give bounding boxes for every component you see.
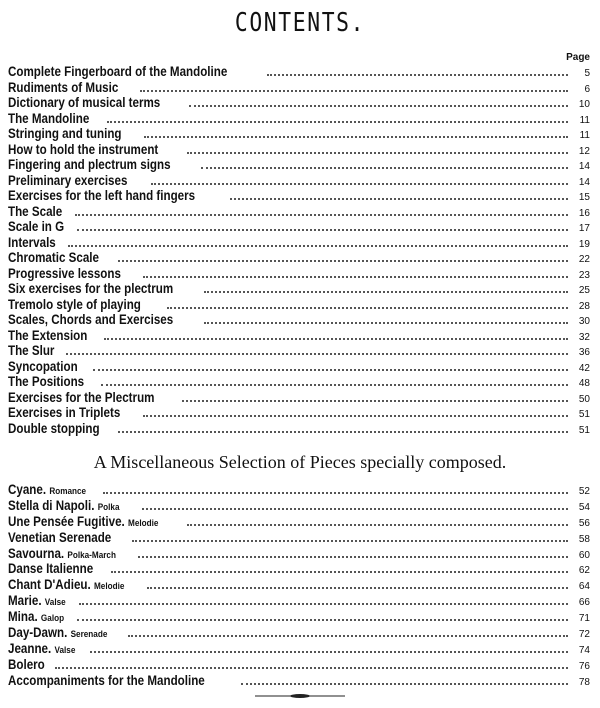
entry-name: Accompaniments for the Mandoline (8, 672, 205, 688)
entry-title (8, 312, 173, 328)
entry-name: Progressive lessons (8, 265, 121, 281)
entry-title (8, 530, 111, 546)
entry-title: Savourna. Polka-March (8, 545, 116, 561)
leader-dots (66, 352, 568, 355)
entry-page-number: 51 (578, 424, 590, 436)
entry-title (8, 219, 64, 235)
pieces-list (8, 482, 590, 689)
entry-page-number: 28 (578, 300, 590, 312)
toc-entry (8, 514, 590, 530)
entry-name: Preliminary exercises (8, 172, 128, 188)
toc-entry (8, 343, 590, 359)
leader-dots (55, 666, 568, 669)
leader-dots (132, 539, 568, 542)
entry-genre: Polka (97, 501, 120, 513)
leader-dots (151, 182, 568, 185)
toc-entry (8, 625, 590, 641)
toc-entry (8, 235, 590, 251)
toc-entry (8, 482, 590, 498)
leader-dots (101, 383, 568, 386)
entry-page-number: 74 (578, 644, 590, 656)
toc-entry (8, 405, 590, 421)
leader-dots (103, 491, 568, 494)
leader-dots (187, 151, 568, 154)
entry-title (8, 421, 100, 437)
toc-entry (8, 80, 590, 96)
leader-dots (90, 650, 568, 653)
entry-name: Exercises for the left hand fingers (8, 188, 196, 203)
entry-name: Double stopping (8, 420, 100, 436)
leader-dots (201, 166, 568, 169)
entry-title (8, 297, 141, 313)
toc-entry (8, 374, 590, 390)
entry-page-number: 17 (578, 223, 590, 234)
leader-dots (143, 414, 568, 417)
toc-entry (8, 673, 590, 689)
entry-name: Marie (8, 593, 39, 609)
leader-dots (118, 259, 568, 262)
leader-dots (140, 89, 568, 92)
toc-entry (8, 609, 590, 625)
entry-name: Chant D'Adieu (8, 577, 88, 593)
toc-entry (8, 577, 590, 593)
leader-dots (104, 337, 568, 340)
entry-page-number: 10 (578, 99, 590, 110)
entry-page-number: 5 (584, 68, 590, 79)
entry-title (8, 204, 62, 220)
entry-genre: Melodie (93, 581, 125, 593)
toc-entry (8, 657, 590, 673)
entry-page-number: 51 (578, 409, 590, 420)
entry-title: Mina. Galop (8, 609, 65, 625)
entry-title (8, 173, 127, 189)
entry-title: Jeanne. Valse (8, 640, 76, 656)
entry-page-number: 76 (578, 660, 590, 672)
leader-dots (167, 306, 568, 309)
entry-page-number: 23 (578, 269, 590, 281)
entry-title (8, 235, 56, 251)
entry-page-number: 19 (578, 238, 590, 250)
entry-title (8, 561, 93, 577)
page-title: CONTENTS. (234, 8, 366, 38)
entry-page-number: 6 (584, 83, 590, 95)
entry-title (8, 343, 54, 359)
entry-name: Exercises in Triplets (8, 405, 121, 420)
entry-page-number: 66 (578, 597, 590, 609)
entry-title: Stella di Napoli. Polka (8, 497, 120, 513)
entry-title (8, 188, 195, 204)
entry-title (8, 111, 89, 127)
leader-dots (142, 507, 568, 510)
entry-name: Chromatic Scale (8, 250, 99, 265)
entry-title (8, 250, 99, 266)
entry-name: Danse Italienne (8, 561, 94, 577)
entry-name: Six exercises for the plectrum (8, 281, 174, 296)
entry-name: Day-Dawn (8, 625, 65, 641)
entry-genre: Melodie (128, 517, 159, 529)
leader-dots (144, 135, 568, 138)
leader-dots (77, 228, 568, 231)
contents-list (8, 64, 590, 436)
entry-name: Bolero (8, 656, 45, 672)
entry-name: Une Pensée Fugitive (8, 513, 122, 529)
toc-entry (8, 593, 590, 609)
entry-name: Savourna (8, 545, 61, 561)
entry-page-number: 11 (579, 114, 590, 126)
leader-dots (204, 321, 568, 324)
entry-title (8, 157, 171, 173)
entry-name: Dictionary of musical terms (8, 95, 161, 110)
entry-page-number: 62 (578, 565, 590, 577)
toc-entry (8, 250, 590, 266)
entry-title (8, 673, 205, 689)
leader-dots (93, 368, 568, 371)
entry-genre: Polka-March (67, 549, 116, 561)
entry-name: Jeanne (8, 640, 49, 656)
entry-name: Cyane (8, 482, 43, 497)
entry-page-number: 14 (578, 176, 590, 188)
toc-entry (8, 561, 590, 577)
entry-name: The Mandoline (8, 110, 90, 126)
toc-entry (8, 641, 590, 657)
entry-name: The Extension (8, 327, 88, 343)
leader-dots (111, 570, 568, 573)
entry-genre: Galop (40, 613, 65, 625)
entry-page-number: 71 (578, 613, 590, 625)
entry-page-number: 22 (578, 254, 590, 265)
entry-page-number: 58 (578, 533, 590, 545)
leader-dots (138, 555, 568, 558)
entry-name: Rudiments of Music (8, 79, 119, 95)
entry-title (8, 657, 45, 673)
toc-entry (8, 126, 590, 142)
entry-title (8, 64, 227, 80)
toc-entry (8, 204, 590, 220)
toc-entry (8, 111, 590, 127)
entry-name: Stringing and tuning (8, 126, 122, 141)
entry-title (8, 266, 121, 282)
entry-genre: Valse (44, 597, 66, 609)
entry-title: Cyane. Romance (8, 482, 87, 497)
leader-dots (118, 430, 568, 433)
leader-dots (77, 618, 568, 621)
entry-page-number: 36 (578, 347, 590, 358)
leader-dots (128, 634, 568, 637)
entry-page-number: 14 (578, 161, 590, 172)
section-subtitle: A Miscellaneous Selection of Pieces specially composed. (93, 452, 507, 472)
toc-entry (8, 498, 590, 514)
toc-entry (8, 421, 590, 437)
entry-title (8, 359, 78, 375)
leader-dots (107, 120, 569, 123)
entry-page-number: 54 (578, 501, 590, 513)
leader-dots (143, 275, 568, 278)
entry-title: Chant D'Adieu. Melodie (8, 577, 125, 593)
entry-page-number: 11 (579, 130, 590, 141)
toc-entry (8, 530, 590, 546)
entry-page-number: 12 (578, 145, 590, 157)
toc-entry (8, 359, 590, 375)
leader-dots (204, 290, 568, 293)
toc-entry (8, 64, 590, 80)
entry-name: Complete Fingerboard of the Mandoline (8, 64, 228, 79)
entry-name: Exercises for the Plectrum (8, 389, 155, 405)
entry-page-number: 78 (578, 676, 590, 688)
entry-name: The Positions (8, 374, 85, 389)
entry-title (8, 281, 173, 297)
entry-page-number: 52 (578, 486, 590, 497)
leader-dots (267, 73, 568, 76)
toc-entry (8, 546, 590, 562)
ornament-rule (255, 693, 345, 699)
toc-entry (8, 142, 590, 158)
entry-name: Tremolo style of playing (8, 296, 141, 312)
leader-dots (230, 197, 568, 200)
entry-page-number: 72 (578, 629, 590, 641)
toc-entry (8, 281, 590, 297)
leader-dots (68, 244, 568, 247)
entry-name: The Slur (8, 343, 55, 358)
entry-name: Intervals (8, 234, 56, 250)
entry-page-number: 60 (578, 549, 590, 561)
entry-title (8, 80, 118, 96)
entry-title (8, 328, 87, 344)
entry-page-number: 48 (578, 378, 590, 389)
entry-name: Fingering and plectrum signs (8, 157, 171, 172)
leader-dots (147, 586, 568, 589)
toc-entry (8, 297, 590, 313)
entry-title (8, 405, 120, 421)
entry-page-number: 56 (578, 517, 590, 529)
toc-entry (8, 328, 590, 344)
page-column-heading: Page (566, 52, 590, 63)
toc-entry (8, 266, 590, 282)
toc-entry (8, 188, 590, 204)
entry-page-number: 16 (578, 207, 590, 219)
entry-genre: Valse (54, 644, 76, 656)
toc-entry (8, 390, 590, 406)
leader-dots (75, 213, 568, 216)
entry-title (8, 142, 158, 158)
entry-title (8, 95, 160, 111)
entry-title: Marie. Valse (8, 593, 66, 609)
toc-entry (8, 95, 590, 111)
entry-name: Stella di Napoli (8, 497, 92, 513)
entry-page-number: 42 (578, 362, 590, 374)
toc-entry (8, 157, 590, 173)
entry-page-number: 32 (578, 331, 590, 343)
toc-entry (8, 219, 590, 235)
entry-name: Scale in G (8, 219, 65, 234)
toc-entry (8, 312, 590, 328)
entry-name: Venetian Serenade (8, 529, 112, 545)
leader-dots (189, 104, 568, 107)
entry-name: The Scale (8, 203, 63, 219)
leader-dots (182, 399, 568, 402)
entry-title: Une Pensée Fugitive. Melodie (8, 513, 159, 529)
entry-title (8, 126, 122, 142)
entry-genre: Romance (49, 486, 87, 497)
entry-name: How to hold the instrument (8, 141, 159, 157)
leader-dots (241, 682, 568, 685)
entry-name: Scales, Chords and Exercises (8, 312, 174, 327)
leader-dots (187, 523, 568, 526)
entry-title (8, 374, 84, 390)
entry-title (8, 390, 154, 406)
entry-title: Day-Dawn. Serenade (8, 625, 108, 641)
entry-page-number: 64 (578, 581, 590, 593)
entry-page-number: 25 (578, 285, 590, 296)
entry-name: Mina (8, 609, 35, 625)
entry-page-number: 15 (578, 192, 590, 203)
toc-entry (8, 173, 590, 189)
entry-page-number: 30 (578, 316, 590, 327)
entry-genre: Serenade (70, 629, 108, 641)
leader-dots (79, 602, 568, 605)
entry-name: Syncopation (8, 358, 78, 374)
entry-page-number: 50 (578, 393, 590, 405)
